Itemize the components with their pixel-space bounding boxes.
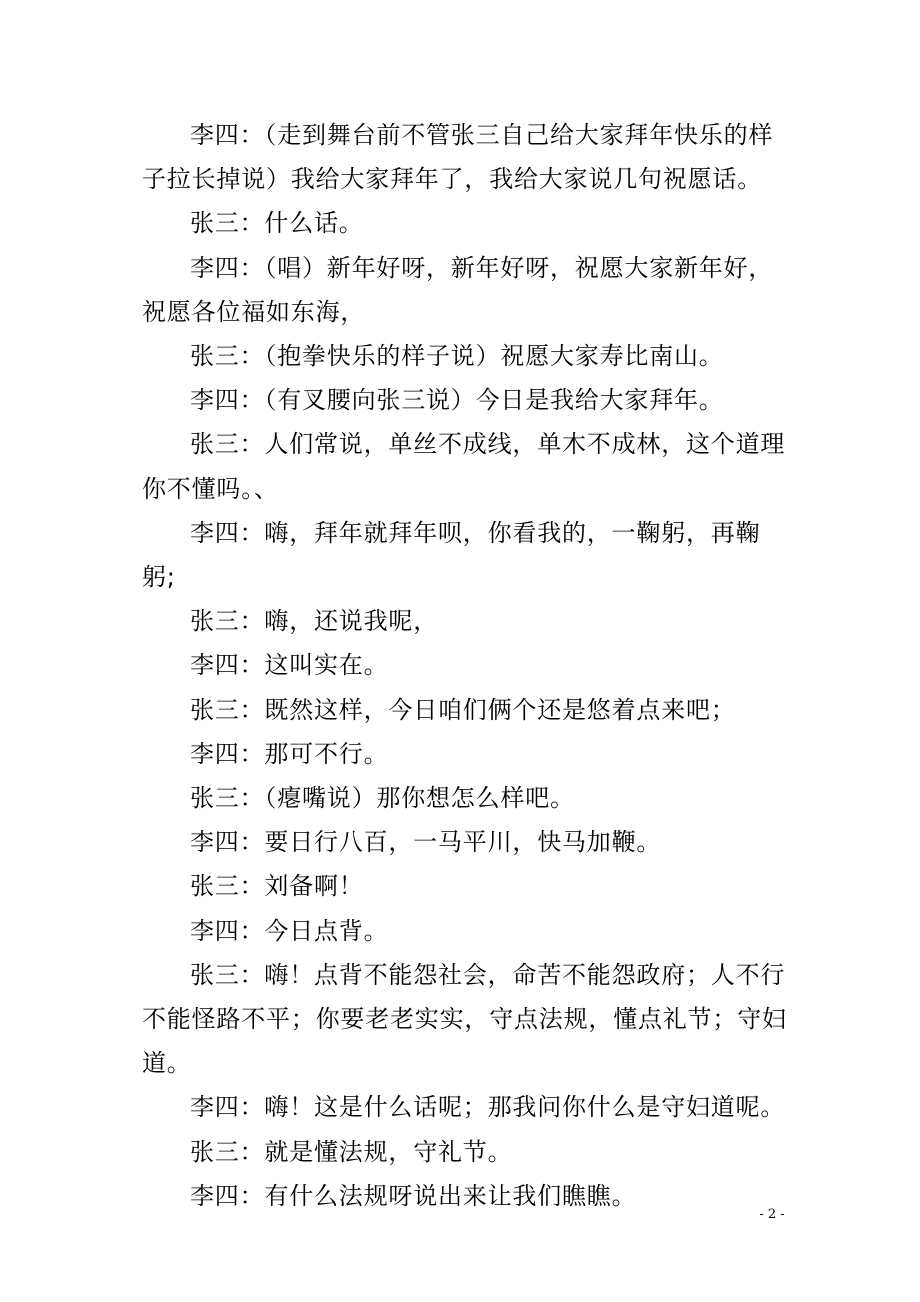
paragraph: 李四：嗨！这是什么话呢；那我问你什么是守妇道呢。 <box>190 1093 786 1122</box>
paragraph: 张三：既然这样，今日咱们俩个还是悠着点来吧； <box>190 695 736 724</box>
paragraph: 李四：（唱）新年好呀，新年好呀，祝愿大家新年好，祝愿各位福如东海， <box>142 253 774 326</box>
paragraph: 李四：（走到舞台前不管张三自己给大家拜年快乐的样子拉长掉说）我给大家拜年了，我给大家说几句祝愿话。 <box>142 121 774 194</box>
paragraph: 李四：那可不行。 <box>190 739 389 768</box>
document-body <box>142 113 792 1218</box>
paragraph: 张三：刘备啊！ <box>190 872 364 901</box>
paragraph: 李四：（有叉腰向张三说）今日是我给大家拜年。 <box>190 386 724 415</box>
paragraph: 张三：什么话。 <box>190 209 364 238</box>
paragraph: 张三：人们常说，单丝不成线，单木不成林，这个道理你不懂吗。、 <box>142 430 786 503</box>
paragraph: 李四：这叫实在。 <box>190 651 389 680</box>
paragraph: 张三：嗨，还说我呢， <box>190 607 438 636</box>
paragraph: 李四：嗨，拜年就拜年呗，你看我的，一鞠躬，再鞠躬; <box>142 518 761 592</box>
paragraph: 张三：嗨！点背不能怨社会，命苦不能怨政府；人不行不能怪路不平；你要老老实实，守点法规，懂点礼节；守妇道。 <box>142 960 787 1078</box>
paragraph: 张三：（瘪嘴说）那你想怎么样吧。 <box>190 784 575 813</box>
paragraph: 李四：有什么法规呀说出来让我们瞧瞧。 <box>190 1181 637 1210</box>
paragraph: 张三：（抱拳快乐的样子说）祝愿大家寿比南山。 <box>190 342 724 371</box>
paragraph: 李四：今日点背。 <box>190 916 389 945</box>
page-number: - 2 - <box>759 1207 785 1222</box>
paragraph: 李四：要日行八百，一马平川，快马加鞭。 <box>190 828 662 857</box>
paragraph: 张三：就是懂法规，守礼节。 <box>190 1137 513 1166</box>
